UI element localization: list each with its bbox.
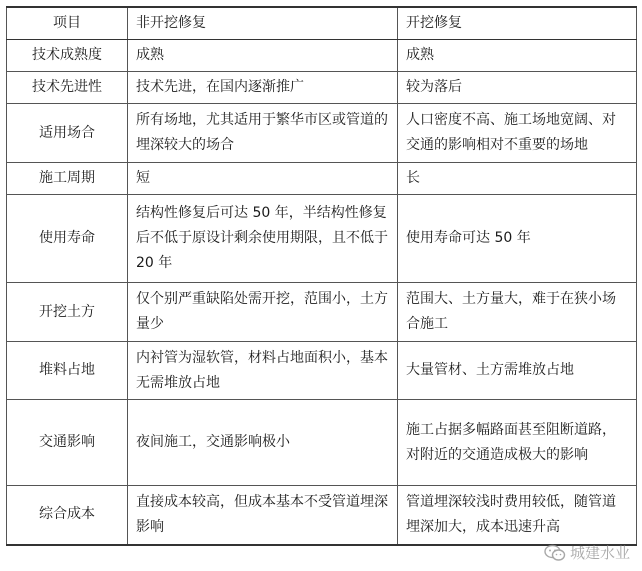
trenchless-cell: 技术先进，在国内逐渐推广	[128, 72, 398, 104]
row-label: 施工周期	[7, 163, 128, 195]
table-row	[7, 104, 637, 163]
trenchless-cell: 内衬管为湿软管，材料占地面积小，基本无需堆放占地	[128, 342, 398, 400]
table-row	[7, 400, 637, 486]
table-row	[7, 195, 637, 283]
row-label: 综合成本	[7, 486, 128, 545]
trenchless-cell: 短	[128, 163, 398, 195]
trenchless-cell: 所有场地，尤其适用于繁华市区或管道的埋深较大的场合	[128, 104, 398, 163]
excavation-cell: 管道埋深较浅时费用较低，随管道埋深加大，成本迅速升高	[398, 486, 637, 545]
excavation-cell: 长	[398, 163, 637, 195]
row-label: 技术成熟度	[7, 40, 128, 72]
row-label: 开挖土方	[7, 283, 128, 342]
trenchless-cell: 结构性修复后可达 50 年，半结构性修复后不低于原设计剩余使用期限，且不低于 20 年	[128, 195, 398, 283]
watermark	[544, 542, 630, 563]
header-excavation: 开挖修复	[398, 7, 637, 40]
wechat-icon	[544, 544, 566, 562]
excavation-cell: 成熟	[398, 40, 637, 72]
table-row	[7, 40, 637, 72]
row-label: 堆料占地	[7, 342, 128, 400]
trenchless-cell: 夜间施工，交通影响极小	[128, 400, 398, 486]
excavation-cell: 使用寿命可达 50 年	[398, 195, 637, 283]
excavation-cell: 范围大、土方量大，难于在狭小场合施工	[398, 283, 637, 342]
row-label: 适用场合	[7, 104, 128, 163]
table-row	[7, 163, 637, 195]
excavation-cell: 人口密度不高、施工场地宽阔、对交通的影响相对不重要的场地	[398, 104, 637, 163]
header-trenchless: 非开挖修复	[128, 7, 398, 40]
table-row	[7, 283, 637, 342]
trenchless-cell: 成熟	[128, 40, 398, 72]
excavation-cell: 大量管材、土方需堆放占地	[398, 342, 637, 400]
row-label: 使用寿命	[7, 195, 128, 283]
table-row	[7, 72, 637, 104]
header-item: 项目	[7, 7, 128, 40]
row-label: 技术先进性	[7, 72, 128, 104]
table-row	[7, 486, 637, 545]
header-row	[7, 7, 637, 40]
table-row	[7, 342, 637, 400]
trenchless-cell: 直接成本较高，但成本基本不受管道埋深影响	[128, 486, 398, 545]
excavation-cell: 较为落后	[398, 72, 637, 104]
excavation-cell: 施工占据多幅路面甚至阻断道路，对附近的交通造成极大的影响	[398, 400, 637, 486]
row-label: 交通影响	[7, 400, 128, 486]
watermark-text: 城建水业	[569, 544, 630, 562]
trenchless-cell: 仅个别严重缺陷处需开挖，范围小，土方量少	[128, 283, 398, 342]
comparison-table	[6, 6, 637, 546]
